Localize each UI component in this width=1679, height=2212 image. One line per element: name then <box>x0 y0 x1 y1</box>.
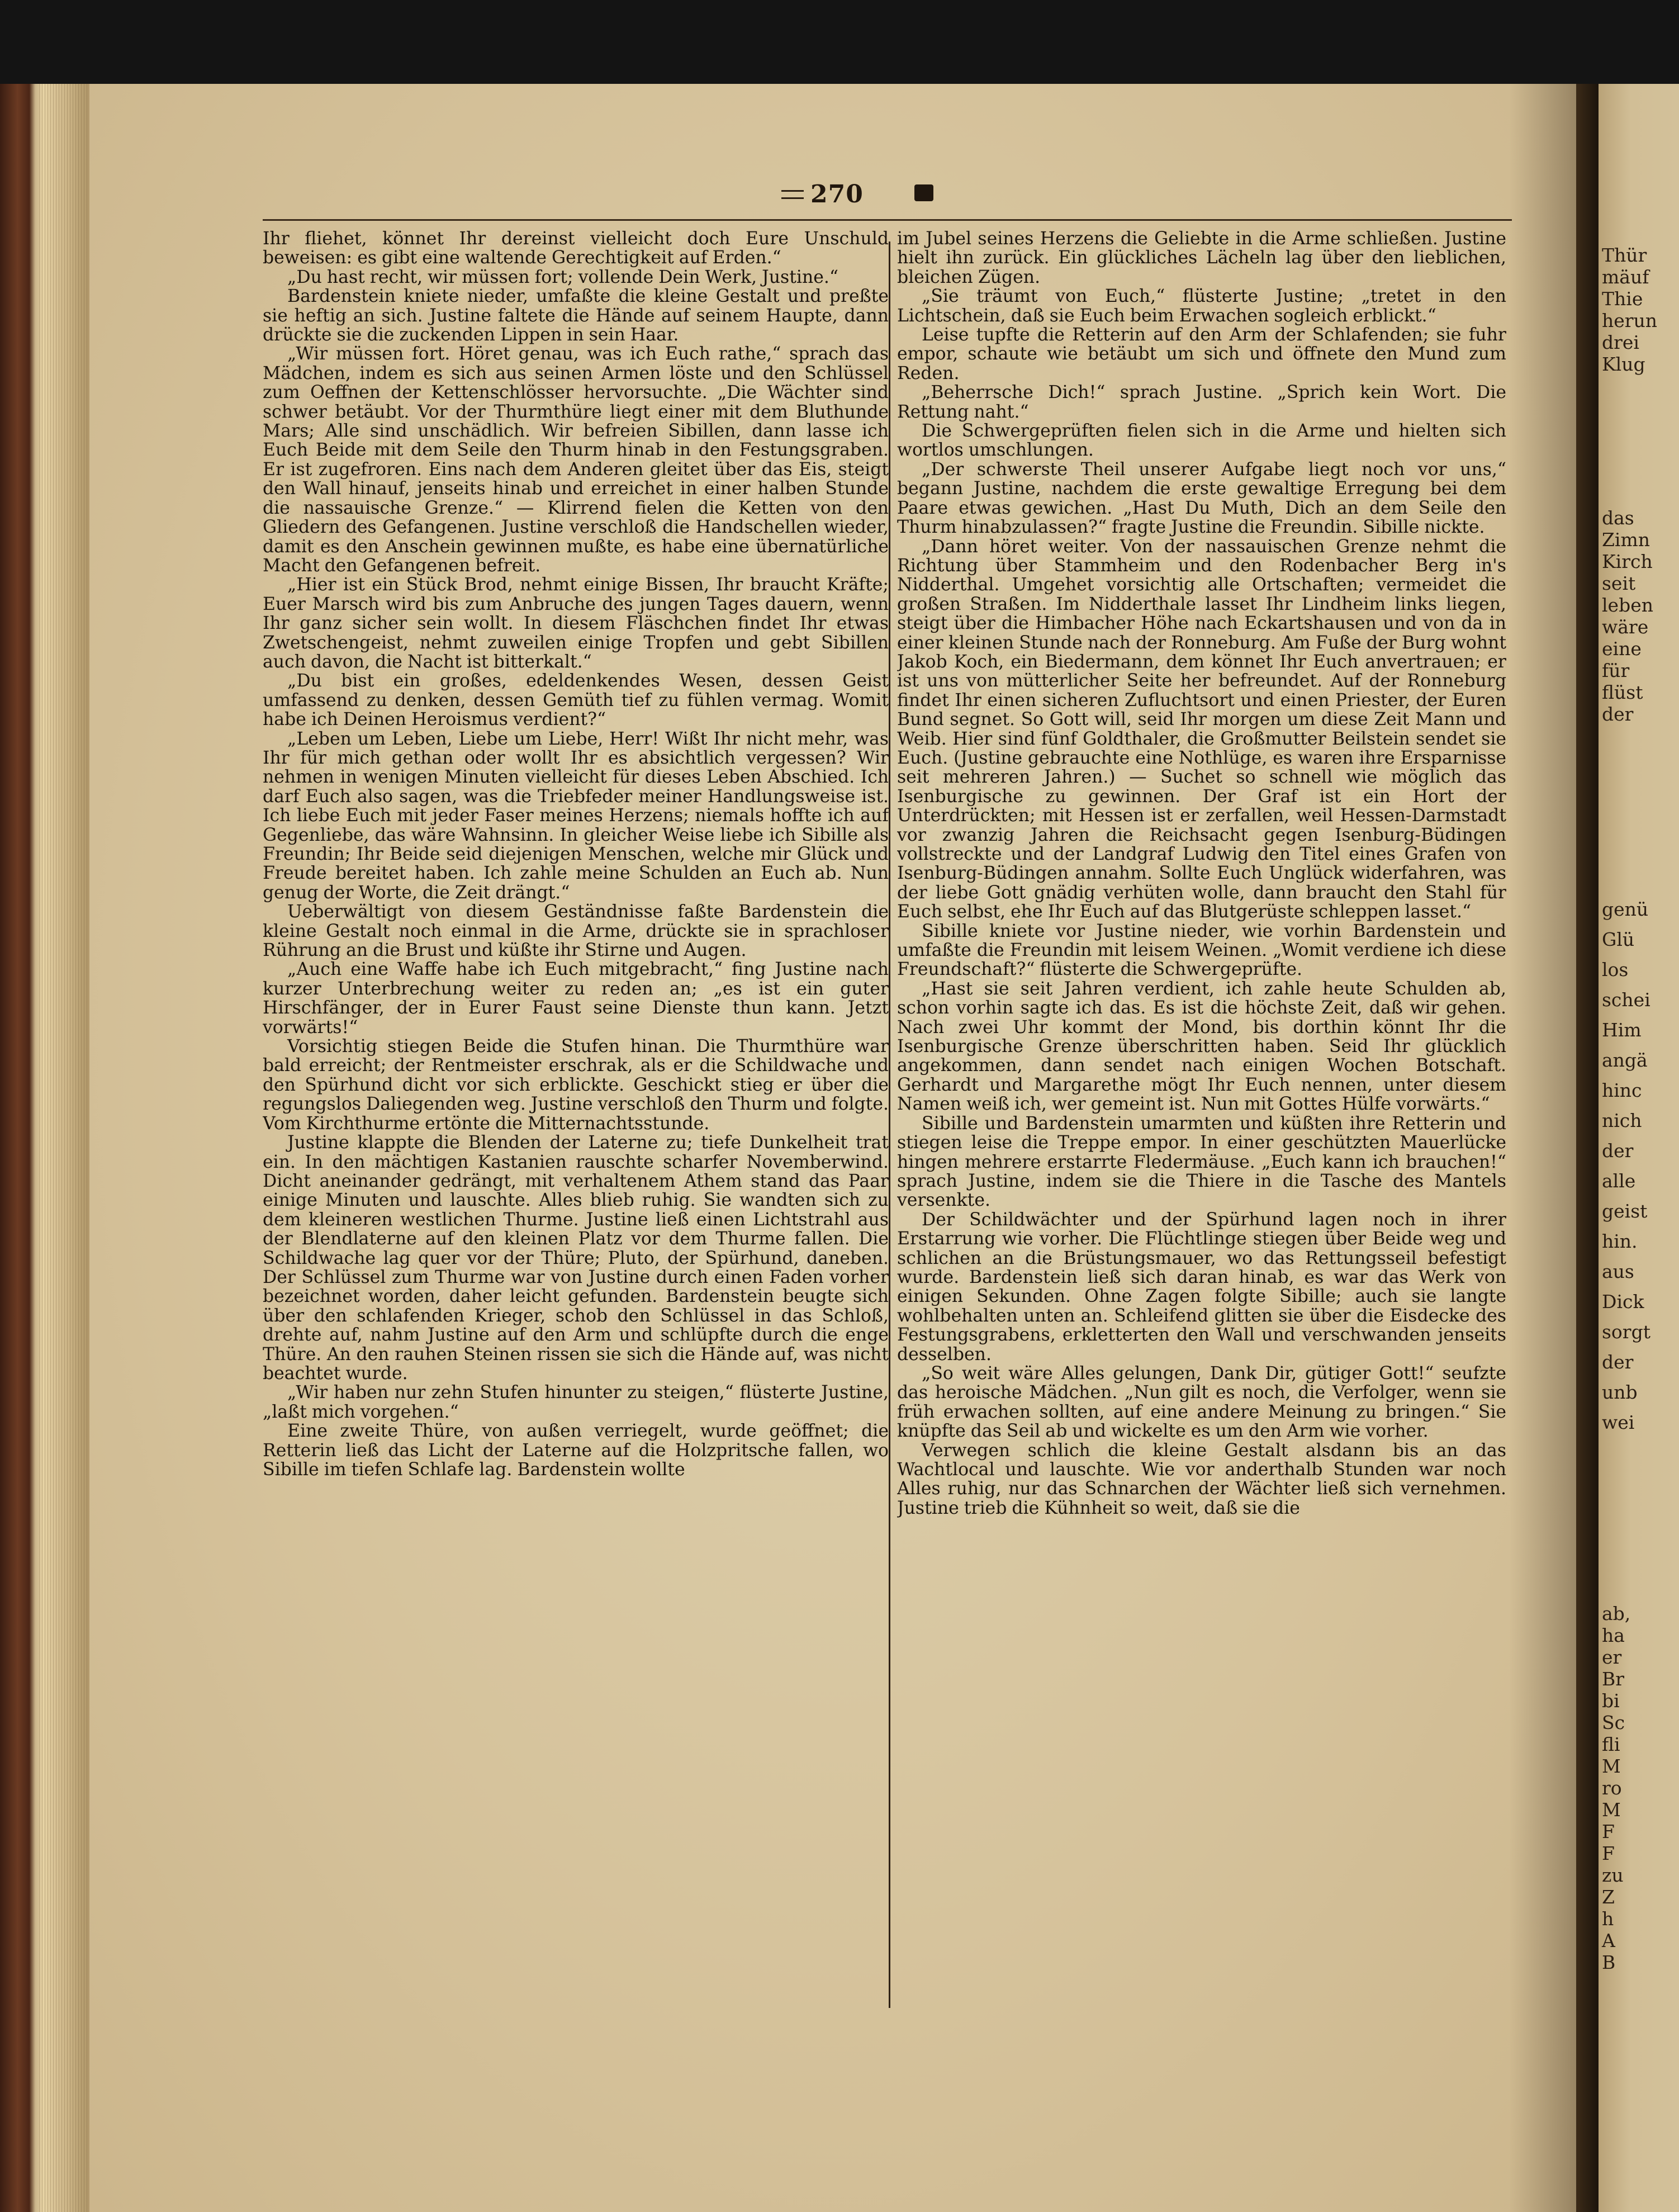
next-page-text-fragment: ab, <box>1602 1603 1631 1624</box>
next-page-text-fragment: herun <box>1602 310 1658 331</box>
paragraph: Ueberwältigt von diesem Geständnisse faßte Bardenstein die kleine Gestalt noch einmal in die Arme, drückte sie in sprachloser Rührung an die Brust und küßte ihr Stirne und Augen. <box>263 902 889 961</box>
next-page-text-fragment: mäuf <box>1602 266 1649 288</box>
next-page-text-fragment: A <box>1602 1930 1615 1952</box>
next-page-text-fragment: flüst <box>1602 681 1643 703</box>
paragraph: „Sie träumt von Euch,“ flüsterte Justine; „tretet in den Lichtschein, daß sie Euch beim Erwachen sogleich erblickt.“ <box>897 286 1506 326</box>
next-page-edge <box>1599 84 1679 2212</box>
paragraph: Verwegen schlich die kleine Gestalt alsdann bis an das Wachtlocal und lauschte. Wie vor anderthalb Stunden war noch Alles ruhig, nur das Schnarchen der Wächter ließ sich vernehmen. Justine trieb die Kühnheit so weit, daß sie die <box>897 1440 1506 1518</box>
next-page-text-fragment: leben <box>1602 594 1653 616</box>
next-page-text-fragment: genü <box>1602 898 1649 920</box>
paragraph: Eine zweite Thüre, von außen verriegelt, wurde geöffnet; die Retterin ließ das Licht der Laterne auf die Holzpritsche fallen, wo Sibille im tiefen Schlafe lag. Bardenstein wollte <box>263 1421 889 1480</box>
paragraph: Die Schwergeprüften fielen sich in die Arme und hielten sich wortlos umschlungen. <box>897 421 1506 461</box>
next-page-text-fragment: er <box>1602 1646 1622 1668</box>
paragraph: „Dann höret weiter. Von der nassauischen Grenze nehmt die Richtung über Stammheim und den Rodenbacher Berg in's Nidderthal. Umgehet vorsichtig alle Ortschaften; vermeidet die großen Straßen. Im Nidderthale lasset Ihr Lindheim links liegen, steigt über die Himbacher Höhe nach Eckartshausen und von da in einer kleinen Stunde nach der Ronneburg. Am Fuße der Burg wohnt Jakob Koch, ein Biedermann, dem könnet Ihr Euch anvertrauen; er ist uns von mütterlicher Seite her befreundet. Auf der Ronneburg findet Ihr einen sicheren Zufluchtsort und einen Priester, der Euren Bund segnet. So Gott will, seid Ihr morgen um diese Zeit Mann und Weib. Hier sind fünf Goldthaler, die Großmutter Beilstein sendet sie Euch. (Justine gebrauchte eine Nothlüge, es waren ihre Ersparnisse seit mehreren Jahren.) — Suchet so schnell wie möglich das Isenburgische zu gewinnen. Der Graf ist ein Hort der Unterdrückten; mit Hessen ist er zerfallen, weil Hessen-Darmstadt vor zwanzig Jahren die Reichsacht gegen Isenburg-Büdingen vollstreckte und der Landgraf Ludwig den Titel eines Grafen von Isenburg-Büdingen annahm. Sollte Euch Unglück widerfahren, was der liebe Gott gnädig verhüten wolle, dann braucht den Stahl für Euch selbst, ehe Ihr Euch auf das Blutgerüste schleppen lasset.“ <box>897 536 1506 922</box>
next-page-text-fragment: los <box>1602 959 1629 981</box>
paragraph: Der Schildwächter und der Spürhund lagen noch in ihrer Erstarrung wie vorher. Die Flüchtlinge stiegen über Beide weg und schlichen an die Brüstungsmauer, wo das Rettungsseil befestigt wurde. Bardenstein ließ sich daran hinab, es war das Werk von einigen Sekunden. Ohne Zagen folgte Sibille; auch sie langte wohlbehalten unten an. Schleifend glitten sie über die Eisdecke des Festungsgrabens, erkletterten den Wall und verschwanden jenseits desselben. <box>897 1209 1506 1365</box>
next-page-text-fragment: drei <box>1602 331 1639 353</box>
next-page-text-fragment: angä <box>1602 1049 1648 1071</box>
next-page-text-fragment: fli <box>1602 1733 1620 1755</box>
paragraph: „Hier ist ein Stück Brod, nehmt einige Bissen, Ihr braucht Kräfte; Euer Marsch wird bis zum Anbruche des jungen Tages dauern, wenn Ihr ganz sicher sein wollt. In diesem Fläschchen findet Ihr etwas Zwetschengeist, nehmt zuweilen einige Tropfen und gebt Sibillen auch davon, die Nacht ist bitterkalt.“ <box>263 575 889 672</box>
next-page-text-fragment: Thie <box>1602 288 1643 310</box>
next-page-text-fragment: h <box>1602 1908 1614 1930</box>
next-page-text-fragment: sorgt <box>1602 1321 1650 1343</box>
next-page-text-fragment: M <box>1602 1755 1621 1777</box>
page-number-ornament-right <box>914 184 933 201</box>
paragraph: „Wir haben nur zehn Stufen hinunter zu steigen,“ flüsterte Justine, „laßt mich vorgehen.“ <box>263 1382 889 1422</box>
text-column-left <box>263 229 889 2018</box>
next-page-text-fragment: ha <box>1602 1624 1625 1646</box>
paragraph: „Der schwerste Theil unserer Aufgabe liegt noch vor uns,“ begann Justine, nachdem die erste gewaltige Erregung bei dem Paare etwas gewichen. „Hast Du Muth, Dich an dem Seile den Thurm hinabzulassen?“ fragte Justine die Freundin. Sibille nickte. <box>897 459 1506 538</box>
next-page-text-fragment: seit <box>1602 572 1636 594</box>
next-page-text-fragment: eine <box>1602 638 1642 660</box>
paragraph: Sibille und Bardenstein umarmten und küßten ihre Retterin und stiegen leise die Treppe empor. In einer geschützten Mauerlücke hingen mehrere erstarrte Fledermäuse. „Euch kann ich brauchen!“ sprach Justine, indem sie die Thiere in die Tasche des Mantels versenkte. <box>897 1113 1506 1211</box>
next-page-text-fragment: M <box>1602 1799 1621 1821</box>
column-divider <box>889 241 890 2008</box>
next-page-text-fragment: geist <box>1602 1200 1648 1222</box>
next-page-text-fragment: der <box>1602 1140 1634 1162</box>
next-page-text-fragment: F <box>1602 1842 1615 1864</box>
book-page-edges <box>0 84 98 2212</box>
next-page-text-fragment: Br <box>1602 1668 1625 1690</box>
next-page-text-fragment: der <box>1602 703 1634 725</box>
next-page-text-fragment: Thür <box>1602 244 1647 266</box>
paragraph: „Du bist ein großes, edeldenkendes Wesen, dessen Geist umfassend zu denken, dessen Gemüth tief zu fühlen vermag. Womit habe ich Deinen Heroismus verdient?“ <box>263 671 889 730</box>
page-number-ornament-left <box>781 190 804 199</box>
paragraph: „Hast sie seit Jahren verdient, ich zahle heute Schulden ab, schon vorhin sagte ich das. Es ist die höchste Zeit, daß wir gehen. Nach zwei Uhr kommt der Mond, bis dorthin könnt Ihr die Isenburgische Grenze überschritten haben. Seid Ihr glücklich angekommen, dann sendet nach einigen Wochen Botschaft. Gerhardt und Margarethe mögt Ihr Euch nennen, unter diesem Namen weiß ich, wer gemeint ist. Nun mit Gottes Hülfe vorwärts.“ <box>897 978 1506 1115</box>
paragraph: Bardenstein kniete nieder, umfaßte die kleine Gestalt und preßte sie heftig an sich. Justine faltete die Hände auf seinem Haupte, dann drückte sie die zuckenden Lippen in sein Haar. <box>263 286 889 345</box>
next-page-text-fragment: bi <box>1602 1690 1620 1712</box>
next-page-text-fragment: Z <box>1602 1886 1615 1908</box>
paragraph: „Du hast recht, wir müssen fort; vollende Dein Werk, Justine.“ <box>287 267 839 287</box>
next-page-text-fragment: Klug <box>1602 353 1645 375</box>
next-page-text-fragment: unb <box>1602 1381 1638 1403</box>
next-page-text-fragment: B <box>1602 1952 1616 1973</box>
next-page-text-fragment: der <box>1602 1351 1634 1373</box>
header-rule <box>263 219 1512 221</box>
next-page-text-fragment: wäre <box>1602 616 1649 638</box>
paragraph: „Beherrsche Dich!“ sprach Justine. „Sprich kein Wort. Die Rettung naht.“ <box>897 382 1506 422</box>
next-page-text-fragment: alle <box>1602 1170 1636 1192</box>
paragraph: Ihr fliehet, könnet Ihr dereinst vielleicht doch Eure Unschuld beweisen: es gibt eine waltende Gerechtigkeit auf Erden.“ <box>263 229 889 268</box>
text-column-right <box>897 229 1506 2018</box>
paragraph: „Auch eine Waffe habe ich Euch mitgebracht,“ fing Justine nach kurzer Unterbrechung weiter zu reden an; „es ist ein guter Hirschfänger, der in Eurer Faust seine Dienste thun kann. Jetzt vorwärts!“ <box>263 959 889 1038</box>
next-page-text-fragment: ro <box>1602 1777 1622 1799</box>
next-page-text-fragment: Sc <box>1602 1712 1625 1733</box>
paragraph: Leise tupfte die Retterin auf den Arm der Schlafenden; sie fuhr empor, schaute wie betäubt um sich und öffnete den Mund zum Reden. <box>897 325 1506 383</box>
book-gutter <box>1576 84 1599 2212</box>
paragraph: „Leben um Leben, Liebe um Liebe, Herr! Wißt Ihr nicht mehr, was Ihr für mich gethan oder wollt Ihr es absichtlich vergessen? Wir nehmen in wenigen Minuten vielleicht für dieses Leben Abschied. Ich darf Euch also sagen, was die Triebfeder meiner Handlungsweise ist. Ich liebe Euch mit jeder Faser meines Herzens; niemals hoffte ich auf Gegenliebe, das wäre Wahnsinn. In gleicher Weise liebe ich Sibille als Freundin; Ihr Beide seid diejenigen Menschen, welche mir Glück und Freude bereitet haben. Ich zahle meine Schulden an Euch ab. Nun genug der Worte, die Zeit drängt.“ <box>263 728 889 903</box>
next-page-text-fragment: das <box>1602 507 1634 529</box>
next-page-text-fragment: Him <box>1602 1019 1642 1041</box>
next-page-text-fragment: schei <box>1602 989 1650 1011</box>
next-page-text-fragment: Zimn <box>1602 529 1650 551</box>
paragraph: Vorsichtig stiegen Beide die Stufen hinan. Die Thurmthüre war bald erreicht; der Rentmeister erschrak, als er die Schildwache und den Spürhund dicht vor sich erblickte. Geschickt stieg er über die regungslos Daliegenden weg. Justine verschloß den Thurm und folgte. Vom Kirchthurme ertönte die Mitternachtsstunde. <box>263 1036 889 1134</box>
next-page-text-fragment: F <box>1602 1821 1615 1842</box>
next-page-text-fragment: Kirch <box>1602 551 1653 572</box>
paragraph: „So weit wäre Alles gelungen, Dank Dir, gütiger Gott!“ seufzte das heroische Mädchen. „Nun gilt es noch, die Verfolger, wenn sie früh erwachen sollten, auf eine andere Meinung zu bringen.“ Sie knüpfte das Seil ab und wickelte es um den Arm wie vorher. <box>897 1363 1506 1442</box>
next-page-text-fragment: aus <box>1602 1261 1634 1282</box>
paragraph: im Jubel seines Herzens die Geliebte in die Arme schließen. Justine hielt ihn zurück. Ein glückliches Lächeln lag über den lieblichen, bleichen Zügen. <box>897 229 1506 287</box>
next-page-text-fragment: nich <box>1602 1110 1642 1131</box>
page-curl-shadow <box>1509 84 1582 2212</box>
next-page-text-fragment: wei <box>1602 1411 1635 1433</box>
next-page-text-fragment: Dick <box>1602 1291 1644 1313</box>
paragraph: „Wir müssen fort. Höret genau, was ich Euch rathe,“ sprach das Mädchen, indem es sich aus seinen Armen löste und den Schlüssel zum Oeffnen der Kettenschlösser hervorsuchte. „Die Wächter sind schwer betäubt. Vor der Thurmthüre liegt einer mit dem Bluthunde Mars; Alle sind unschädlich. Wir befreien Sibillen, dann lasse ich Euch Beide mit dem Seile den Thurm hinab in den Festungsgraben. Er ist zugefroren. Eins nach dem Anderen gleitet über das Eis, steigt den Wall hinauf, jenseits hinab und erreichet in einer halben Stunde die nassauische Grenze.“ — Klirrend fielen die Ketten von den Gliedern des Gefangenen. Justine verschloß die Handschellen wieder, damit es den Anschein gewinnen mußte, es habe eine übernatürliche Macht den Gefangenen befreit. <box>263 344 889 576</box>
paragraph: Sibille kniete vor Justine nieder, wie vorhin Bardenstein und umfaßte die Freundin mit leisem Weinen. „Womit verdiene ich diese Freundschaft?“ flüsterte die Schwergeprüfte. <box>897 921 1506 980</box>
next-page-text-fragment: hinc <box>1602 1079 1642 1101</box>
paragraph: Justine klappte die Blenden der Laterne zu; tiefe Dunkelheit trat ein. In den mächtigen Kastanien rauschte scharfer Novemberwind. Dicht aneinander gedrängt, mit verhaltenem Athem stand das Paar einige Minuten und lauschte. Alles blieb ruhig. Sie wandten sich zu dem kleineren westlichen Thurme. Justine ließ einen Lichtstrahl aus der Blendlaterne auf den kleinen Platz vor dem Thurme fallen. Die Schildwache lag quer vor der Thüre; Pluto, der Spürhund, daneben. Der Schlüssel zum Thurme war von Justine durch einen Faden vorher bezeichnet worden, daher leicht gefunden. Bardenstein beugte sich über den schlafenden Krieger, schob den Schlüssel in das Schloß, drehte auf, nahm Justine auf den Arm und schlüpfte durch die enge Thüre. An den rauhen Steinen rissen sie sich die Hände auf, was nicht beachtet wurde. <box>263 1133 889 1384</box>
next-page-text-fragment: zu <box>1602 1864 1624 1886</box>
next-page-text-fragment: Glü <box>1602 929 1635 950</box>
next-page-text-fragment: hin. <box>1602 1230 1638 1252</box>
next-page-text-fragment: für <box>1602 660 1630 681</box>
page-number: 270 <box>810 180 864 209</box>
